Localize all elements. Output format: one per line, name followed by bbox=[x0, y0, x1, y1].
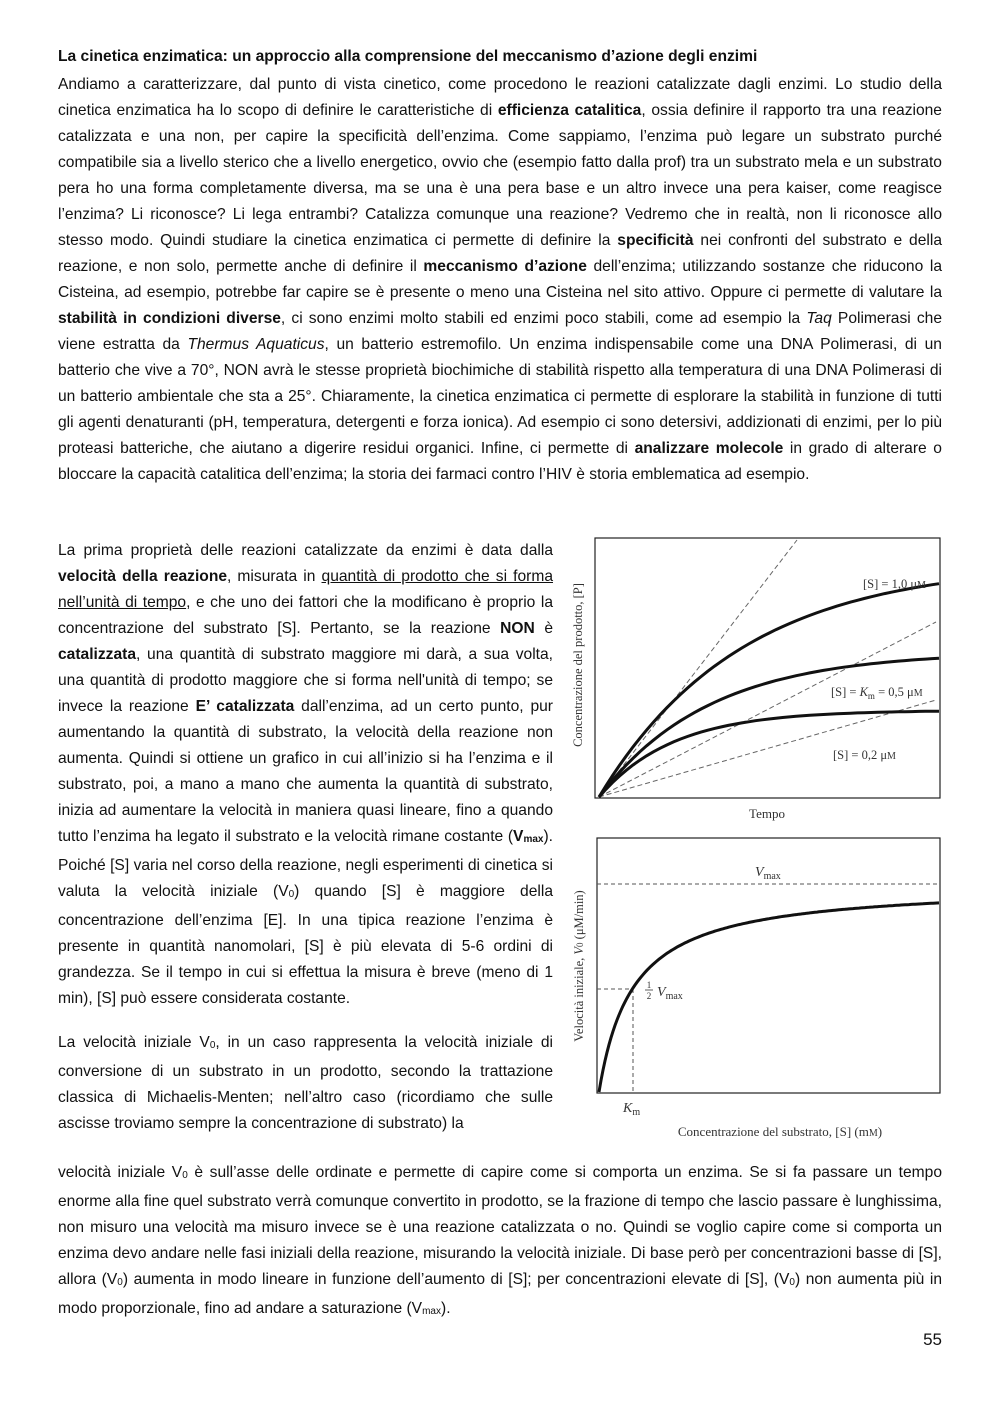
chart1-series-label-2: $[S] = K_m = 0,5$ μM bbox=[831, 685, 923, 701]
chart2-xlabel: Concentrazione del substrato, [S] (mM) bbox=[677, 1124, 883, 1139]
vmax-label: $V_{max}$ bbox=[755, 865, 781, 882]
svg-text:Vmax: $V_{max}$ bbox=[657, 985, 683, 1002]
paragraph-initial-velocity-full bbox=[58, 1160, 942, 1325]
text-run: , un batterio estremofilo. Un enzima indispensabile come una DNA Polimerasi, di un batterio che vive a 70°, NON avrà le stesse proprietà biochimiche di stabilità rispetto alla temperatura di una DNA Polimerasi di un batterio ambientale che sta a 25°. Chiaramente, la cinetica enzimatica ci permette di esplorare la stabilità in funzione di tutti gli agenti denaturanti (pH, temperatura, detergenti e forza ionica). Ad esempio ci sono detersivi, addizionati di enzimi, per lo più proteasi batteriche, che aiutano a digerire residui organici. Infine, ci permette di bbox=[58, 336, 942, 457]
svg-text:1: 1 bbox=[646, 980, 652, 990]
text-run: nei confronti del substrato e della reazione, e non solo, permette anche di definire il bbox=[58, 232, 943, 275]
text-run: è sull’asse delle ordinate e permette di capire come si comporta un enzima. Se si fa passare un tempo enorme alla fine quel substrato verrà comunque convertito in prodotto, se la frazione di tempo che lascio passare è lunghissima, non misuro una velocità ma misuro invece se è una reazione catalizzata o no. Quindi se voglio capire come si comporta un enzima devo andare nelle fasi iniziali della reazione, misurando la velocità iniziale. Di base però per concentrazioni basse di [S], allora (V bbox=[58, 1164, 942, 1288]
title-bold: La cinetica enzimatica bbox=[58, 48, 223, 65]
text-run: catalizzata bbox=[58, 646, 137, 663]
text-run: , ci sono enzimi molto stabili ed enzimi poco stabili, come ad esempio la bbox=[280, 310, 807, 327]
text-run: NON bbox=[500, 620, 535, 637]
text-run: Thermus Aquaticus bbox=[187, 336, 325, 353]
text-run: 0 bbox=[288, 889, 295, 900]
text-run: 0 bbox=[117, 1277, 123, 1288]
chart1-xlabel: Tempo bbox=[749, 806, 785, 821]
text-run: 0 bbox=[209, 1040, 216, 1051]
text-run: analizzare molecole bbox=[634, 440, 784, 457]
text-run: Polimerasi che viene estratta da bbox=[58, 310, 942, 353]
text-run: ). bbox=[441, 1300, 451, 1317]
title-rest: : un approccio alla comprensione del meccanismo d’azione degli enzimi bbox=[222, 48, 758, 65]
text-run: stabilità in condizioni diverse bbox=[58, 310, 281, 327]
text-run: meccanismo d’azione bbox=[423, 258, 587, 275]
text-run: , una quantità di substrato maggiore mi darà, a sua volta, una quantità di prodotto maggiore che si forma nell'unità di tempo; se invece la reazione bbox=[58, 646, 553, 715]
text-run: V bbox=[513, 828, 524, 845]
chart1-ylabel: Concentrazione del prodotto, [P] bbox=[571, 583, 585, 747]
initial-slope-tangent bbox=[599, 540, 797, 797]
text-run: , misurata in bbox=[227, 568, 322, 585]
text-run: 0 bbox=[789, 1277, 795, 1288]
paragraph-intro bbox=[58, 72, 942, 488]
section-title bbox=[58, 48, 757, 66]
michaelis-menten-chart bbox=[565, 830, 945, 1142]
text-run: E’ catalizzata bbox=[195, 698, 295, 715]
paragraph-initial-velocity-left bbox=[58, 1030, 553, 1137]
text-run: ) aumenta in modo lineare in funzione dell’aumento di [S]; per concentrazioni elevate di [S], (V bbox=[122, 1271, 790, 1288]
text-run: ) quando [S] è maggiore della concentrazione dell’enzima [E]. In una tipica reazione l’enzima è presente in quantità nanomolari, [S] è più elevata di 5-6 ordini di grandezza. Se il tempo in cui si effettua la misura è breve (meno di 1 min), [S] può essere considerata costante. bbox=[58, 883, 553, 1007]
text-run: La prima proprietà delle reazioni catalizzate da enzimi è data dalla bbox=[58, 542, 553, 559]
text-run: , ossia definire il rapporto tra una reazione catalizzata e una non, per capire la specificità dell’enzima. Come sappiamo, l’enzima può legare un substrato purché compatibile sia a livello sterico che a livello energetico, ovvio che (esempio fatto dalla prof) tra un substrato mela e un substrato pera ho una forma completamente diversa, ma se una è una pera base e un altro invece una pera kaiser, come reagisce l’enzima? Li riconosce? Li lega entrambi? Catalizza comunque una reazione? Vedremo che in realtà, non li riconosce allo stesso modo. Quindi studiare la cinetica enzimatica ci permette di definire la bbox=[58, 102, 942, 249]
svg-text:2: 2 bbox=[646, 991, 652, 1001]
text-run: specificità bbox=[617, 232, 694, 249]
paragraph-velocity bbox=[58, 538, 553, 1012]
text-run: quantità di prodotto che si forma nell’unità di tempo bbox=[58, 568, 553, 611]
text-run: velocità della reazione bbox=[58, 568, 228, 585]
text-run: ). Poiché [S] varia nel corso della reazione, negli esperimenti di cinetica si valuta la velocità iniziale (V bbox=[58, 828, 553, 900]
text-run: max bbox=[523, 834, 544, 845]
text-run: Taq bbox=[806, 310, 832, 327]
initial-slope-tangent bbox=[599, 622, 936, 797]
text-run: La velocità iniziale V bbox=[58, 1034, 210, 1051]
text-run: , in un caso rappresenta la velocità iniziale di conversione di un substrato in un prodotto, secondo la trattazione classica di Michaelis-Menten; nell’altro caso (ricordiamo che sulle ascisse troviamo sempre la concentrazione di substrato) la bbox=[58, 1034, 553, 1132]
km-label: $K_m$ bbox=[623, 1101, 641, 1118]
text-run: efficienza catalitica bbox=[497, 102, 642, 119]
text-run: velocità iniziale V bbox=[58, 1164, 183, 1181]
text-run: in grado di alterare o bloccare la capacità catalitica dell’enzima; la storia dei farmaci contro l’HIV è storia emblematica ad esempio. bbox=[58, 440, 942, 483]
text-run: dell’enzima; utilizzando sostanze che riducono la Cisteina, ad esempio, potrebbe far capire se è presente o meno una Cisteina nel sito attivo. Oppure ci permette di valutare la bbox=[58, 258, 942, 301]
text-run: , e che uno dei fattori che la modificano è proprio la concentrazione del substrato [S]. Pertanto, se la reazione bbox=[58, 594, 553, 637]
chart1-series-label-3: [S] = 0,2 μM bbox=[833, 748, 896, 762]
text-run: ) non aumenta più in modo proporzionale, fino ad andare a saturazione (V bbox=[58, 1271, 942, 1317]
text-run: max bbox=[422, 1306, 441, 1317]
text-run: dall’enzima, ad un certo punto, pur aumentando la quantità di substrato, la velocità della reazione non aumenta. Quindi si ottiene un grafico in cui all’inizio si ha l’enzima e il substrato, poi, a mano a mano che aumenta la quantità di substrato, inizia ad aumentare la velocità in maniera quasi lineare, fino a quando tutto l’enzima ha legato il substrato e la velocità rimane costante ( bbox=[58, 698, 553, 845]
text-run: Andiamo a caratterizzare, dal punto di vista cinetico, come procedono le reazioni catalizzate dagli enzimi. Lo studio della cinetica enzimatica ha lo scopo di definire le caratteristiche di bbox=[58, 76, 942, 119]
half-vmax-label bbox=[645, 980, 683, 1002]
chart2-ylabel: Velocità iniziale, V0 (μM/min) bbox=[572, 890, 586, 1042]
chart1-series-label-1: [S] = 1,0 μM bbox=[863, 577, 926, 591]
page-number: 55 bbox=[923, 1330, 942, 1349]
text-run: è bbox=[534, 620, 553, 637]
product-time-chart bbox=[565, 532, 945, 824]
text-run: 0 bbox=[182, 1170, 188, 1181]
